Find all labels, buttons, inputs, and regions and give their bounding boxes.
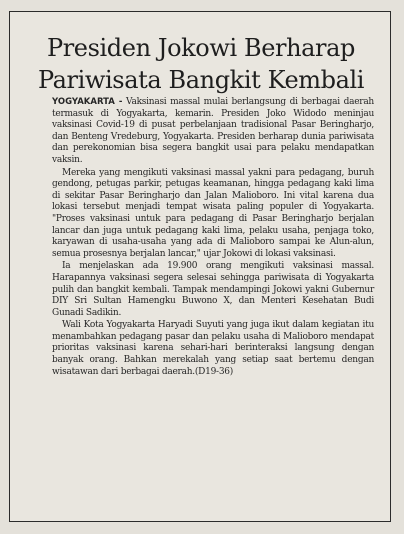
paragraph-4 xyxy=(52,320,374,378)
headline-line-1: Presiden Jokowi Berharap xyxy=(46,34,355,62)
paragraph-2: Mereka yang mengikuti vaksinasi massal yakni para pedagang, buruh gendong, petugas parkir, petugas keamanan, hingga pedagang kaki lima di sekitar Pasar Beringharjo dan Jalan Malioboro. Ini vital karena dua lokasi tersebut menjadi tempat wisata paling populer di Yogyakarta. "Proses vaksinasi untuk para pedagang di Pasar Beringharjo berjalan lancar dan juga untuk pedagang kaki lima, pelaku usaha, penjaga toko, karyawan di usaha-usaha yang ada di Malioboro sampai ke Alun-alun, semua prosesnya berjalan lancar," ujar Jokowi di lokasi vaksinasi. xyxy=(52,167,374,259)
paragraph-1-text: Vaksinasi massal mulai berlangsung di berbagai daerah termasuk di Yogyakarta, kemarin. Presiden Joko Widodo meninjau vaksinasi Covid-19 di pusat perbelanjaan tradisional Pasar Beringharjo, dan Benteng Vredeburg, Yogyakarta. Presiden berharap dunia pariwisata dan perekonomian bisa segera bangkit usai para pelaku mendapatkan vaksin. xyxy=(52,97,374,165)
headline xyxy=(10,32,392,96)
dateline: YOGYAKARTA - xyxy=(52,97,123,107)
headline-line-2: Pariwisata Bangkit Kembali xyxy=(37,66,365,94)
article-body xyxy=(52,97,374,379)
paragraph-1 xyxy=(52,97,374,167)
paragraph-3: Ia menjelaskan ada 19.900 orang mengikuti vaksinasi massal. Harapannya vaksinasi segera selesai sehingga pariwisata di Yogyakarta pulih dan bangkit kembali. Tampak mendampingi Jokowi yakni Gubernur DIY Sri Sultan Hamengku Buwono X, dan Menteri Kesehatan Budi Gunadi Sadikin. xyxy=(52,261,374,318)
article-code: (D19-36) xyxy=(194,366,234,377)
paragraph-4-text: Wali Kota Yogyakarta Haryadi Suyuti yang juga ikut dalam kegiatan itu menambahkan pedagang pasar dan pelaku usaha di Malioboro mendapat prioritas vaksinasi karena sehari-hari berinteraksi langsung dengan banyak orang. Bahkan merekalah yang setiap saat bertemu dengan wisatawan dari berbagai daerah. xyxy=(52,320,374,377)
